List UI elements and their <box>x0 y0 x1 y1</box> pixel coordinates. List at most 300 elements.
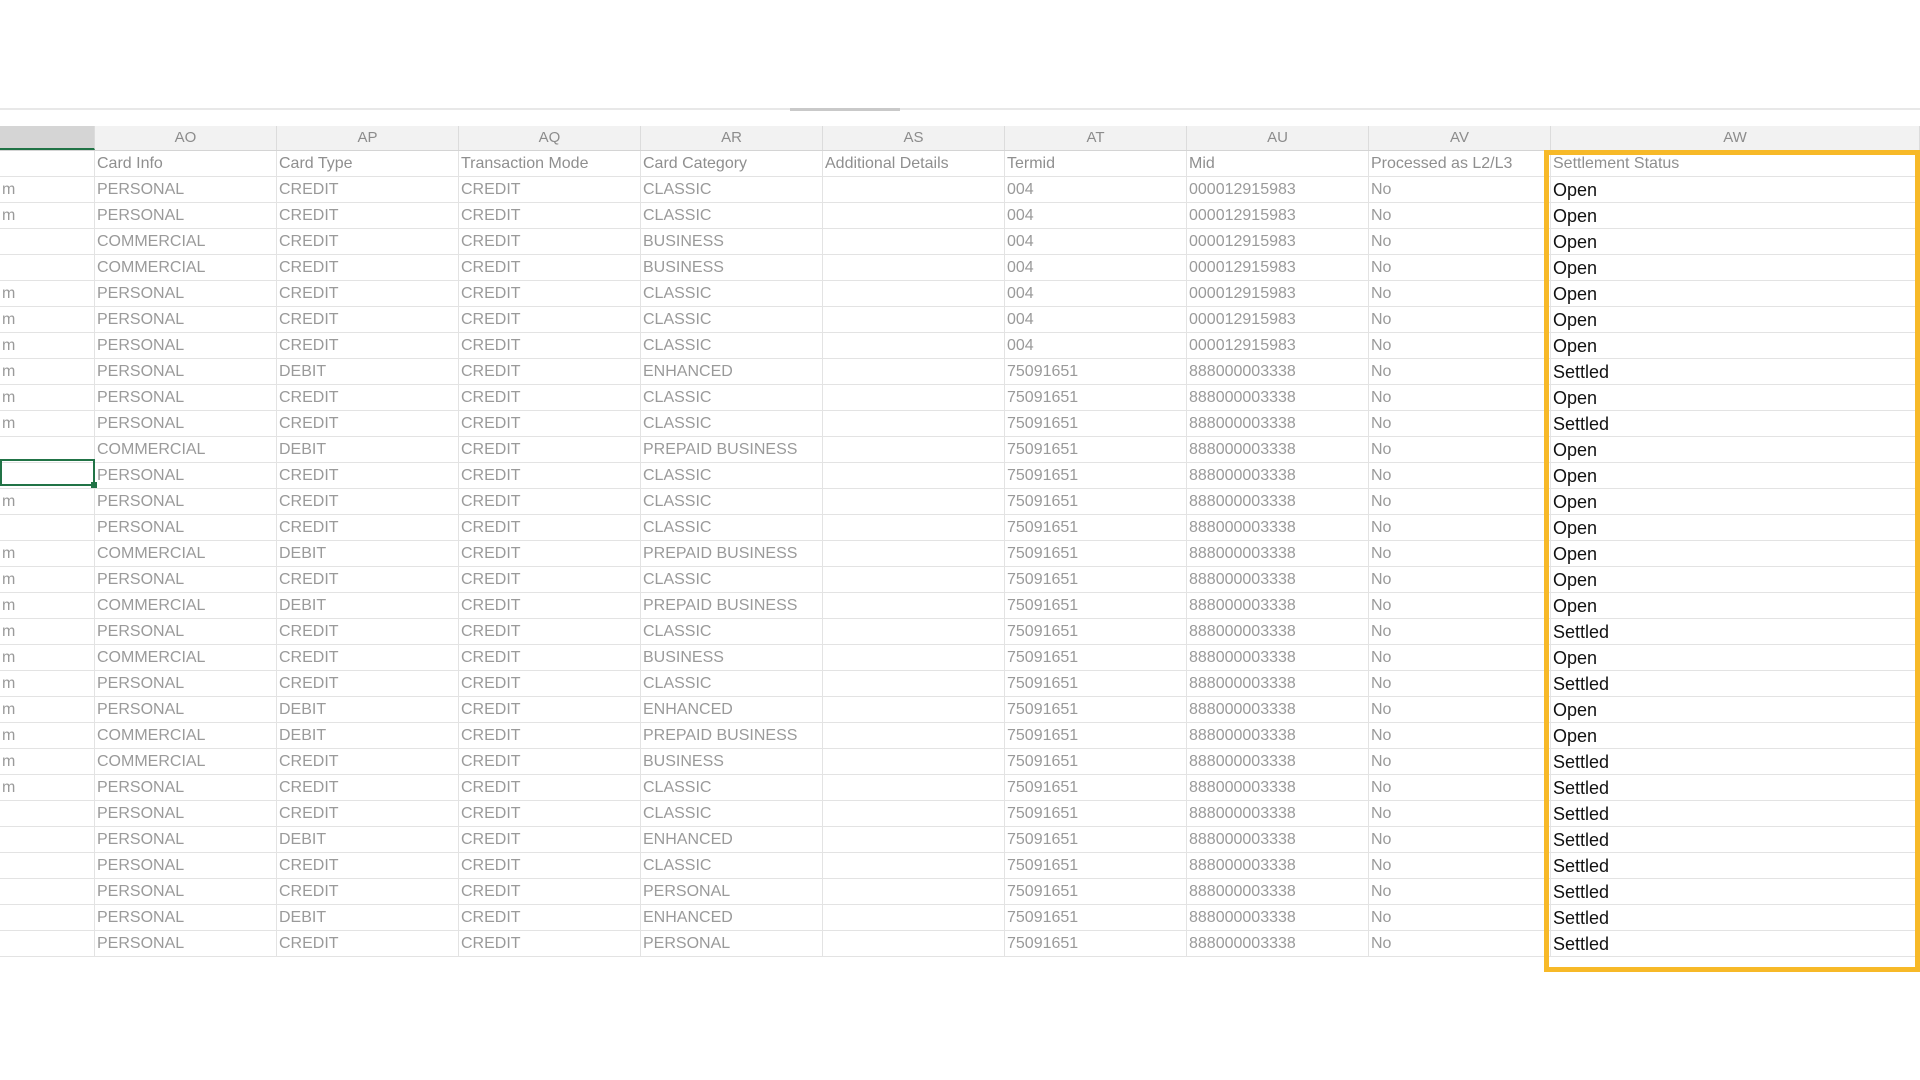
cell-status[interactable]: Open <box>1551 489 1920 515</box>
cell-status[interactable]: Open <box>1551 645 1920 671</box>
cell-an[interactable]: m <box>0 411 95 437</box>
cell-details[interactable] <box>823 697 1005 723</box>
cell-l2l3[interactable]: No <box>1369 801 1551 827</box>
cell-l2l3[interactable]: No <box>1369 359 1551 385</box>
cell-mid[interactable]: 888000003338 <box>1187 723 1369 749</box>
column-header-aw[interactable]: AW <box>1551 126 1920 150</box>
cell-card-info[interactable]: COMMERCIAL <box>95 749 277 775</box>
cell-card-type[interactable]: DEBIT <box>277 723 459 749</box>
cell-mid[interactable]: 000012915983 <box>1187 203 1369 229</box>
header-cell-mid[interactable]: Mid <box>1187 151 1369 177</box>
cell-mid[interactable]: 000012915983 <box>1187 333 1369 359</box>
cell-mid[interactable]: 888000003338 <box>1187 645 1369 671</box>
cell-mid[interactable]: 888000003338 <box>1187 541 1369 567</box>
column-header-ao[interactable]: AO <box>95 126 277 150</box>
cell-card-info[interactable]: PERSONAL <box>95 177 277 203</box>
cell-l2l3[interactable]: No <box>1369 203 1551 229</box>
cell-category[interactable]: CLASSIC <box>641 333 823 359</box>
cell-card-type[interactable]: DEBIT <box>277 905 459 931</box>
cell-termid[interactable]: 75091651 <box>1005 619 1187 645</box>
cell-termid[interactable]: 75091651 <box>1005 463 1187 489</box>
cell-an[interactable]: m <box>0 619 95 645</box>
cell-an[interactable]: m <box>0 203 95 229</box>
cell-card-info[interactable]: PERSONAL <box>95 801 277 827</box>
cell-mid[interactable]: 888000003338 <box>1187 515 1369 541</box>
cell-category[interactable]: PERSONAL <box>641 931 823 957</box>
cell-termid[interactable]: 75091651 <box>1005 879 1187 905</box>
cell-details[interactable] <box>823 255 1005 281</box>
cell-category[interactable]: PREPAID BUSINESS <box>641 437 823 463</box>
cell-l2l3[interactable]: No <box>1369 385 1551 411</box>
cell-details[interactable] <box>823 801 1005 827</box>
cell-an[interactable]: m <box>0 333 95 359</box>
cell-card-type[interactable]: DEBIT <box>277 827 459 853</box>
cell-an[interactable]: m <box>0 281 95 307</box>
cell-an[interactable]: m <box>0 645 95 671</box>
cell-mode[interactable]: CREDIT <box>459 333 641 359</box>
cell-card-type[interactable]: CREDIT <box>277 567 459 593</box>
cell-mode[interactable]: CREDIT <box>459 359 641 385</box>
header-cell-category[interactable]: Card Category <box>641 151 823 177</box>
cell-category[interactable]: CLASSIC <box>641 801 823 827</box>
cell-mode[interactable]: CREDIT <box>459 255 641 281</box>
cell-l2l3[interactable]: No <box>1369 879 1551 905</box>
cell-details[interactable] <box>823 281 1005 307</box>
cell-status[interactable]: Open <box>1551 723 1920 749</box>
cell-status[interactable]: Open <box>1551 541 1920 567</box>
cell-category[interactable]: BUSINESS <box>641 749 823 775</box>
cell-termid[interactable]: 75091651 <box>1005 437 1187 463</box>
cell-an[interactable]: m <box>0 567 95 593</box>
cell-card-type[interactable]: CREDIT <box>277 931 459 957</box>
cell-an[interactable] <box>0 853 95 879</box>
cell-card-info[interactable]: PERSONAL <box>95 411 277 437</box>
cell-details[interactable] <box>823 359 1005 385</box>
cell-mode[interactable]: CREDIT <box>459 645 641 671</box>
cell-status[interactable]: Open <box>1551 333 1920 359</box>
cell-l2l3[interactable]: No <box>1369 567 1551 593</box>
cell-status[interactable]: Settled <box>1551 827 1920 853</box>
cell-termid[interactable]: 004 <box>1005 229 1187 255</box>
cell-card-info[interactable]: PERSONAL <box>95 775 277 801</box>
cell-card-info[interactable]: PERSONAL <box>95 879 277 905</box>
cell-card-info[interactable]: COMMERCIAL <box>95 593 277 619</box>
cell-l2l3[interactable]: No <box>1369 645 1551 671</box>
cell-card-info[interactable]: PERSONAL <box>95 567 277 593</box>
cell-category[interactable]: BUSINESS <box>641 255 823 281</box>
cell-termid[interactable]: 75091651 <box>1005 827 1187 853</box>
cell-status[interactable]: Settled <box>1551 879 1920 905</box>
cell-card-type[interactable]: CREDIT <box>277 671 459 697</box>
cell-details[interactable] <box>823 229 1005 255</box>
cell-mode[interactable]: CREDIT <box>459 203 641 229</box>
cell-details[interactable] <box>823 645 1005 671</box>
cell-details[interactable] <box>823 905 1005 931</box>
horizontal-scroll-thumb[interactable] <box>790 108 900 111</box>
cell-mid[interactable]: 888000003338 <box>1187 827 1369 853</box>
cell-l2l3[interactable]: No <box>1369 697 1551 723</box>
cell-an[interactable] <box>0 515 95 541</box>
cell-card-type[interactable]: CREDIT <box>277 645 459 671</box>
column-header-av[interactable]: AV <box>1369 126 1551 150</box>
cell-mid[interactable]: 000012915983 <box>1187 229 1369 255</box>
cell-card-info[interactable]: PERSONAL <box>95 359 277 385</box>
cell-mid[interactable]: 888000003338 <box>1187 567 1369 593</box>
cell-category[interactable]: CLASSIC <box>641 567 823 593</box>
cell-category[interactable]: CLASSIC <box>641 385 823 411</box>
cell-mid[interactable]: 888000003338 <box>1187 359 1369 385</box>
cell-card-info[interactable]: PERSONAL <box>95 931 277 957</box>
cell-card-info[interactable]: PERSONAL <box>95 307 277 333</box>
cell-l2l3[interactable]: No <box>1369 255 1551 281</box>
cell-mid[interactable]: 888000003338 <box>1187 411 1369 437</box>
cell-an[interactable]: m <box>0 697 95 723</box>
fill-handle[interactable] <box>91 482 97 488</box>
cell-details[interactable] <box>823 177 1005 203</box>
cell-an[interactable]: m <box>0 307 95 333</box>
cell-l2l3[interactable]: No <box>1369 931 1551 957</box>
cell-status[interactable]: Settled <box>1551 671 1920 697</box>
cell-card-type[interactable]: CREDIT <box>277 255 459 281</box>
cell-mid[interactable]: 888000003338 <box>1187 619 1369 645</box>
cell-mode[interactable]: CREDIT <box>459 177 641 203</box>
cell-details[interactable] <box>823 619 1005 645</box>
cell-card-info[interactable]: PERSONAL <box>95 281 277 307</box>
cell-details[interactable] <box>823 437 1005 463</box>
cell-category[interactable]: ENHANCED <box>641 905 823 931</box>
column-header-at[interactable]: AT <box>1005 126 1187 150</box>
cell-mode[interactable]: CREDIT <box>459 801 641 827</box>
header-cell-card-info[interactable]: Card Info <box>95 151 277 177</box>
cell-l2l3[interactable]: No <box>1369 853 1551 879</box>
header-cell-details[interactable]: Additional Details <box>823 151 1005 177</box>
cell-details[interactable] <box>823 671 1005 697</box>
cell-termid[interactable]: 75091651 <box>1005 489 1187 515</box>
cell-mid[interactable]: 888000003338 <box>1187 463 1369 489</box>
cell-card-info[interactable]: COMMERCIAL <box>95 229 277 255</box>
cell-card-type[interactable]: CREDIT <box>277 385 459 411</box>
cell-details[interactable] <box>823 775 1005 801</box>
cell-details[interactable] <box>823 515 1005 541</box>
cell-card-info[interactable]: COMMERCIAL <box>95 723 277 749</box>
cell-mode[interactable]: CREDIT <box>459 307 641 333</box>
cell-an[interactable]: m <box>0 775 95 801</box>
cell-mid[interactable]: 000012915983 <box>1187 281 1369 307</box>
cell-card-type[interactable]: CREDIT <box>277 489 459 515</box>
cell-an[interactable] <box>0 827 95 853</box>
cell-termid[interactable]: 75091651 <box>1005 385 1187 411</box>
cell-status[interactable]: Settled <box>1551 905 1920 931</box>
cell-l2l3[interactable]: No <box>1369 229 1551 255</box>
cell-card-type[interactable]: CREDIT <box>277 749 459 775</box>
cell-an-header[interactable] <box>0 151 95 177</box>
cell-details[interactable] <box>823 931 1005 957</box>
header-cell-card-type[interactable]: Card Type <box>277 151 459 177</box>
cell-card-type[interactable]: CREDIT <box>277 879 459 905</box>
cell-an[interactable] <box>0 931 95 957</box>
cell-l2l3[interactable]: No <box>1369 593 1551 619</box>
cell-l2l3[interactable]: No <box>1369 281 1551 307</box>
cell-status[interactable]: Open <box>1551 177 1920 203</box>
cell-mode[interactable]: CREDIT <box>459 229 641 255</box>
cell-l2l3[interactable]: No <box>1369 489 1551 515</box>
cell-mid[interactable]: 888000003338 <box>1187 853 1369 879</box>
cell-termid[interactable]: 004 <box>1005 255 1187 281</box>
cell-status[interactable]: Open <box>1551 463 1920 489</box>
cell-card-info[interactable]: PERSONAL <box>95 827 277 853</box>
cell-status[interactable]: Settled <box>1551 359 1920 385</box>
cell-mode[interactable]: CREDIT <box>459 827 641 853</box>
cell-mid[interactable]: 888000003338 <box>1187 489 1369 515</box>
cell-card-info[interactable]: COMMERCIAL <box>95 437 277 463</box>
cell-termid[interactable]: 75091651 <box>1005 593 1187 619</box>
cell-mode[interactable]: CREDIT <box>459 671 641 697</box>
cell-category[interactable]: CLASSIC <box>641 515 823 541</box>
cell-mode[interactable]: CREDIT <box>459 515 641 541</box>
cell-status[interactable]: Settled <box>1551 411 1920 437</box>
cell-an[interactable] <box>0 879 95 905</box>
cell-card-type[interactable]: CREDIT <box>277 775 459 801</box>
cell-category[interactable]: PREPAID BUSINESS <box>641 723 823 749</box>
cell-details[interactable] <box>823 749 1005 775</box>
cell-an[interactable]: m <box>0 359 95 385</box>
cell-card-type[interactable]: DEBIT <box>277 359 459 385</box>
cell-card-type[interactable]: CREDIT <box>277 801 459 827</box>
cell-an[interactable] <box>0 229 95 255</box>
column-header-ap[interactable]: AP <box>277 126 459 150</box>
cell-category[interactable]: CLASSIC <box>641 411 823 437</box>
cell-l2l3[interactable]: No <box>1369 827 1551 853</box>
cell-termid[interactable]: 75091651 <box>1005 931 1187 957</box>
header-cell-l2l3[interactable]: Processed as L2/L3 <box>1369 151 1551 177</box>
cell-mode[interactable]: CREDIT <box>459 723 641 749</box>
cell-status[interactable]: Open <box>1551 697 1920 723</box>
cell-details[interactable] <box>823 723 1005 749</box>
cell-category[interactable]: ENHANCED <box>641 827 823 853</box>
cell-category[interactable]: CLASSIC <box>641 177 823 203</box>
cell-status[interactable]: Settled <box>1551 775 1920 801</box>
cell-mid[interactable]: 000012915983 <box>1187 255 1369 281</box>
cell-card-info[interactable]: COMMERCIAL <box>95 255 277 281</box>
cell-card-info[interactable]: PERSONAL <box>95 489 277 515</box>
cell-mid[interactable]: 888000003338 <box>1187 697 1369 723</box>
cell-mode[interactable]: CREDIT <box>459 879 641 905</box>
cell-termid[interactable]: 75091651 <box>1005 853 1187 879</box>
cell-mid[interactable]: 888000003338 <box>1187 671 1369 697</box>
cell-details[interactable] <box>823 827 1005 853</box>
cell-mid[interactable]: 888000003338 <box>1187 905 1369 931</box>
cell-status[interactable]: Open <box>1551 385 1920 411</box>
cell-an[interactable]: m <box>0 671 95 697</box>
cell-l2l3[interactable]: No <box>1369 463 1551 489</box>
cell-an[interactable] <box>0 255 95 281</box>
cell-category[interactable]: PREPAID BUSINESS <box>641 593 823 619</box>
cell-status[interactable]: Settled <box>1551 619 1920 645</box>
cell-termid[interactable]: 75091651 <box>1005 359 1187 385</box>
cell-termid[interactable]: 75091651 <box>1005 723 1187 749</box>
cell-status[interactable]: Open <box>1551 229 1920 255</box>
active-cell-selection[interactable] <box>0 459 95 486</box>
cell-l2l3[interactable]: No <box>1369 515 1551 541</box>
cell-category[interactable]: ENHANCED <box>641 697 823 723</box>
cell-details[interactable] <box>823 593 1005 619</box>
cell-mode[interactable]: CREDIT <box>459 411 641 437</box>
cell-card-info[interactable]: PERSONAL <box>95 619 277 645</box>
cell-card-info[interactable]: PERSONAL <box>95 671 277 697</box>
cell-an[interactable] <box>0 905 95 931</box>
header-cell-termid[interactable]: Termid <box>1005 151 1187 177</box>
cell-mid[interactable]: 000012915983 <box>1187 177 1369 203</box>
cell-category[interactable]: CLASSIC <box>641 619 823 645</box>
cell-mode[interactable]: CREDIT <box>459 489 641 515</box>
column-header-ar[interactable]: AR <box>641 126 823 150</box>
cell-l2l3[interactable]: No <box>1369 671 1551 697</box>
cell-category[interactable]: CLASSIC <box>641 203 823 229</box>
cell-details[interactable] <box>823 203 1005 229</box>
cell-l2l3[interactable]: No <box>1369 307 1551 333</box>
cell-status[interactable]: Open <box>1551 281 1920 307</box>
cell-card-type[interactable]: CREDIT <box>277 177 459 203</box>
cell-an[interactable]: m <box>0 177 95 203</box>
cell-card-info[interactable]: PERSONAL <box>95 385 277 411</box>
cell-category[interactable]: CLASSIC <box>641 489 823 515</box>
cell-card-info[interactable]: COMMERCIAL <box>95 645 277 671</box>
cell-mid[interactable]: 888000003338 <box>1187 931 1369 957</box>
cell-status[interactable]: Settled <box>1551 931 1920 957</box>
cell-mode[interactable]: CREDIT <box>459 281 641 307</box>
cell-card-type[interactable]: CREDIT <box>277 619 459 645</box>
cell-status[interactable]: Open <box>1551 255 1920 281</box>
cell-card-type[interactable]: CREDIT <box>277 853 459 879</box>
cell-mode[interactable]: CREDIT <box>459 541 641 567</box>
cell-mode[interactable]: CREDIT <box>459 593 641 619</box>
cell-card-info[interactable]: PERSONAL <box>95 515 277 541</box>
cell-mode[interactable]: CREDIT <box>459 905 641 931</box>
cell-mid[interactable]: 888000003338 <box>1187 385 1369 411</box>
cell-card-type[interactable]: CREDIT <box>277 203 459 229</box>
cell-status[interactable]: Open <box>1551 437 1920 463</box>
cell-card-info[interactable]: PERSONAL <box>95 333 277 359</box>
cell-termid[interactable]: 75091651 <box>1005 775 1187 801</box>
cell-category[interactable]: CLASSIC <box>641 307 823 333</box>
cell-status[interactable]: Settled <box>1551 853 1920 879</box>
cell-card-type[interactable]: DEBIT <box>277 437 459 463</box>
cell-details[interactable] <box>823 385 1005 411</box>
cell-card-type[interactable]: DEBIT <box>277 697 459 723</box>
cell-mid[interactable]: 888000003338 <box>1187 749 1369 775</box>
cell-card-type[interactable]: CREDIT <box>277 307 459 333</box>
cell-mode[interactable]: CREDIT <box>459 775 641 801</box>
cell-termid[interactable]: 75091651 <box>1005 645 1187 671</box>
cell-status[interactable]: Open <box>1551 203 1920 229</box>
cell-card-info[interactable]: PERSONAL <box>95 203 277 229</box>
column-header-an[interactable] <box>0 126 95 150</box>
cell-an[interactable]: m <box>0 541 95 567</box>
cell-termid[interactable]: 75091651 <box>1005 697 1187 723</box>
cell-details[interactable] <box>823 853 1005 879</box>
cell-mode[interactable]: CREDIT <box>459 749 641 775</box>
cell-status[interactable]: Open <box>1551 593 1920 619</box>
cell-an[interactable]: m <box>0 489 95 515</box>
cell-details[interactable] <box>823 567 1005 593</box>
cell-termid[interactable]: 75091651 <box>1005 567 1187 593</box>
column-header-aq[interactable]: AQ <box>459 126 641 150</box>
cell-status[interactable]: Open <box>1551 515 1920 541</box>
cell-category[interactable]: CLASSIC <box>641 853 823 879</box>
cell-details[interactable] <box>823 411 1005 437</box>
cell-l2l3[interactable]: No <box>1369 411 1551 437</box>
cell-mid[interactable]: 888000003338 <box>1187 801 1369 827</box>
cell-card-info[interactable]: PERSONAL <box>95 463 277 489</box>
cell-l2l3[interactable]: No <box>1369 177 1551 203</box>
cell-card-type[interactable]: CREDIT <box>277 229 459 255</box>
column-header-au[interactable]: AU <box>1187 126 1369 150</box>
cell-l2l3[interactable]: No <box>1369 749 1551 775</box>
cell-termid[interactable]: 75091651 <box>1005 749 1187 775</box>
cell-termid[interactable]: 75091651 <box>1005 671 1187 697</box>
cell-l2l3[interactable]: No <box>1369 437 1551 463</box>
cell-an[interactable]: m <box>0 749 95 775</box>
cell-l2l3[interactable]: No <box>1369 905 1551 931</box>
cell-mid[interactable]: 888000003338 <box>1187 879 1369 905</box>
cell-details[interactable] <box>823 307 1005 333</box>
cell-details[interactable] <box>823 463 1005 489</box>
cell-termid[interactable]: 004 <box>1005 333 1187 359</box>
cell-status[interactable]: Settled <box>1551 801 1920 827</box>
cell-card-type[interactable]: CREDIT <box>277 333 459 359</box>
cell-l2l3[interactable]: No <box>1369 619 1551 645</box>
cell-details[interactable] <box>823 879 1005 905</box>
cell-card-type[interactable]: CREDIT <box>277 411 459 437</box>
cell-mode[interactable]: CREDIT <box>459 853 641 879</box>
header-cell-mode[interactable]: Transaction Mode <box>459 151 641 177</box>
cell-card-type[interactable]: DEBIT <box>277 593 459 619</box>
cell-termid[interactable]: 004 <box>1005 203 1187 229</box>
cell-an[interactable]: m <box>0 723 95 749</box>
cell-details[interactable] <box>823 541 1005 567</box>
cell-mid[interactable]: 888000003338 <box>1187 437 1369 463</box>
cell-card-info[interactable]: PERSONAL <box>95 697 277 723</box>
cell-mode[interactable]: CREDIT <box>459 931 641 957</box>
cell-category[interactable]: ENHANCED <box>641 359 823 385</box>
cell-termid[interactable]: 75091651 <box>1005 515 1187 541</box>
cell-termid[interactable]: 75091651 <box>1005 905 1187 931</box>
cell-an[interactable]: m <box>0 593 95 619</box>
cell-mid[interactable]: 888000003338 <box>1187 593 1369 619</box>
cell-mode[interactable]: CREDIT <box>459 697 641 723</box>
cell-category[interactable]: BUSINESS <box>641 645 823 671</box>
cell-details[interactable] <box>823 333 1005 359</box>
header-cell-status[interactable]: Settlement Status <box>1551 151 1920 177</box>
cell-category[interactable]: PREPAID BUSINESS <box>641 541 823 567</box>
cell-category[interactable]: BUSINESS <box>641 229 823 255</box>
cell-l2l3[interactable]: No <box>1369 723 1551 749</box>
cell-card-info[interactable]: PERSONAL <box>95 905 277 931</box>
cell-termid[interactable]: 75091651 <box>1005 541 1187 567</box>
cell-mode[interactable]: CREDIT <box>459 567 641 593</box>
cell-status[interactable]: Open <box>1551 307 1920 333</box>
cell-card-type[interactable]: DEBIT <box>277 541 459 567</box>
cell-category[interactable]: CLASSIC <box>641 775 823 801</box>
cell-card-type[interactable]: CREDIT <box>277 463 459 489</box>
cell-mode[interactable]: CREDIT <box>459 437 641 463</box>
cell-mode[interactable]: CREDIT <box>459 619 641 645</box>
cell-termid[interactable]: 004 <box>1005 307 1187 333</box>
cell-mode[interactable]: CREDIT <box>459 385 641 411</box>
cell-status[interactable]: Settled <box>1551 749 1920 775</box>
cell-an[interactable] <box>0 801 95 827</box>
cell-mid[interactable]: 888000003338 <box>1187 775 1369 801</box>
